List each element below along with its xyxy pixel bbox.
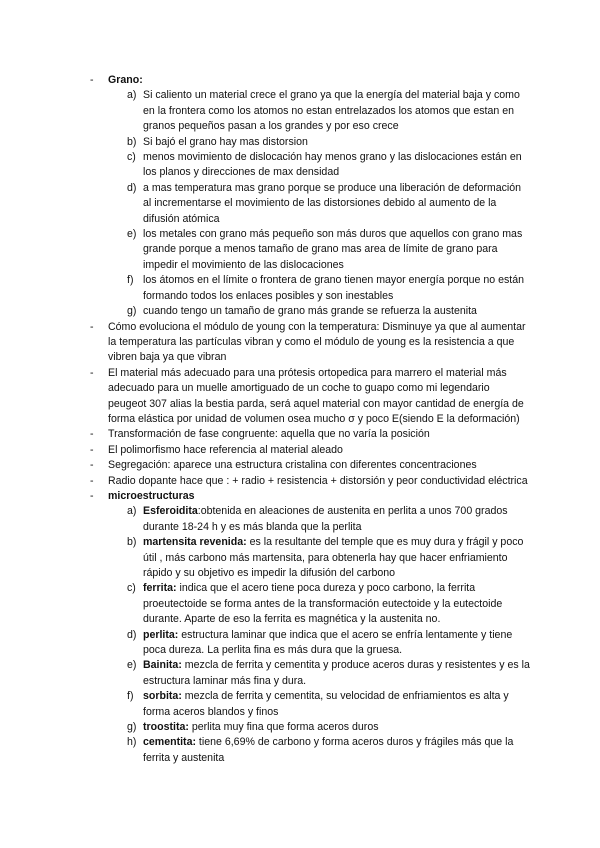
list-text: Si bajó el grano hay mas distorsion — [143, 135, 308, 148]
list-text: a mas temperatura mas grano porque se produce una liberación de deformación al incrementarse el movimiento de las distorsiones debido al aumento de la difusión atómica — [143, 181, 522, 225]
list-letter: d) — [127, 181, 137, 194]
list-text: cuando tengo un tamaño de grano más grande se refuerza la austenita — [143, 305, 477, 318]
list-text: es la resultante del temple que es muy dura y frágil y poco útil , más carbono más martensita, para obtenerla hay que hacer enfriamiento rápido y su objetivo es impedir la difusión del carbono — [143, 536, 524, 579]
list-letter: a) — [127, 89, 137, 102]
list-item — [90, 227, 530, 273]
bullet-text: Transformación de fase congruente: aquella que no varía la posición — [108, 428, 430, 441]
term: Esferoidita — [143, 505, 198, 518]
bullet-grano — [90, 73, 530, 88]
bullet-marker: - — [90, 443, 94, 456]
list-letter: g) — [127, 721, 137, 734]
list-letter: e) — [127, 228, 137, 241]
list-letter: g) — [127, 305, 137, 318]
list-item — [90, 150, 530, 181]
list-text: tiene 6,69% de carbono y forma aceros duros y frágiles más que la ferrita y austenita — [143, 736, 514, 764]
bullet-marker: - — [90, 320, 94, 333]
bullet-text: Cómo evoluciona el módulo de young con la temperatura: Disminuye ya que al aumentar la temperatura las partículas vibran y como el módulo de young es la resistencia a que vibren baja ya que vibran — [108, 320, 526, 364]
list-letter: f) — [127, 274, 134, 287]
term: sorbita: — [143, 690, 182, 703]
list-text: mezcla de ferrita y cementita y produce aceros duras y resistentes y es la estructura laminar más fina y dura. — [143, 659, 530, 687]
list-item — [90, 273, 530, 304]
list-item — [90, 304, 530, 319]
bullet-protesis — [90, 366, 530, 428]
bullet-fase-congruente — [90, 427, 530, 442]
bullet-segregacion — [90, 458, 530, 473]
section-heading-grano: Grano: — [108, 74, 143, 86]
list-letter: b) — [127, 536, 137, 549]
term: troostita: — [143, 721, 189, 734]
bullet-marker: - — [90, 428, 94, 441]
bullet-text: El polimorfismo hace referencia al material aleado — [108, 443, 343, 456]
list-item — [90, 689, 530, 720]
list-text: menos movimiento de dislocación hay menos grano y las dislocaciones están en los planos y direcciones de max densidad — [143, 151, 522, 179]
list-item — [90, 628, 530, 659]
bullet-marker: - — [90, 474, 94, 487]
list-letter: f) — [127, 690, 134, 703]
list-item — [90, 658, 530, 689]
term: cementita: — [143, 736, 196, 749]
list-item — [90, 88, 530, 134]
bullet-text: El material más adecuado para una prótesis ortopedica para marrero el material más adecuado para un muelle amortiguado de un coche to guapo como mi legendario peugeot 307 alias la bestia parda, será aquel material con mayor cantidad de energía de forma elástica por unidad de volumen osea mucho σ y poco E(siendo E la deformación) — [108, 366, 524, 425]
list-text: estructura laminar que indica que el acero se enfría lentamente y tiene poca dureza. La perlita fina es más dura que la gruesa. — [143, 628, 513, 657]
term: perlita: — [143, 628, 179, 641]
list-item — [90, 504, 530, 535]
list-letter: h) — [127, 736, 137, 749]
list-letter: c) — [127, 582, 136, 595]
list-item — [90, 581, 530, 627]
notes-content — [90, 73, 530, 766]
bullet-text: Radio dopante hace que : + radio + resistencia + distorsión y peor conductividad eléctrica — [108, 474, 528, 487]
list-text: los metales con grano más pequeño son más duros que aquellos con grano mas grande porque a menos tamaño de grano mas area de límite de grano para impedir el movimiento de las dislocaciones — [143, 228, 523, 271]
term: Bainita: — [143, 659, 182, 672]
list-letter: c) — [127, 151, 136, 164]
bullet-marker: - — [90, 74, 94, 86]
microestructuras-list — [90, 504, 530, 766]
bullet-microestructuras — [90, 489, 530, 504]
list-item — [90, 181, 530, 227]
list-item — [90, 720, 530, 735]
list-letter: e) — [127, 659, 137, 672]
list-text: indica que el acero tiene poca dureza y poco carbono, la ferrita proeutectoide se forma antes de la transformación eutectoide y la eutectoide durante. Aparte de eso la ferrita es magnética y la austenita no. — [143, 582, 503, 626]
list-letter: b) — [127, 135, 137, 148]
bullet-marker: - — [90, 366, 94, 379]
list-letter: d) — [127, 628, 137, 641]
list-text: perlita muy fina que forma aceros duros — [188, 721, 379, 734]
section-heading-microestructuras: microestructuras — [108, 489, 195, 502]
list-text: mezcla de ferrita y cementita, su velocidad de enfriamientos es alta y forma aceros blandos y finos — [143, 690, 509, 718]
bullet-marker: - — [90, 489, 94, 502]
list-letter: a) — [127, 505, 137, 518]
term: ferrita: — [143, 582, 177, 595]
list-text: :obtenida en aleaciones de austenita en perlita a unos 700 grados durante 18-24 h y es más blanda que la perlita — [143, 505, 508, 533]
list-item — [90, 735, 530, 766]
list-text: Si caliento un material crece el grano ya que la energía del material baja y como en la frontera como los atomos no estan entrelazados los atomos que estan en granos pequeños pasan a los grandes y por eso crece — [143, 89, 520, 133]
grano-list — [90, 88, 530, 319]
bullet-radio-dopante — [90, 474, 530, 489]
term: martensita revenida: — [143, 536, 247, 549]
list-text: los átomos en el límite o frontera de grano tienen mayor energía porque no están formando todos los enlaces posibles y son inestables — [143, 274, 525, 302]
list-item — [90, 535, 530, 581]
bullet-marker: - — [90, 459, 94, 472]
bullet-polimorfismo — [90, 443, 530, 458]
bullet-text: Segregación: aparece una estructura cristalina con diferentes concentraciones — [108, 459, 477, 472]
bullet-young — [90, 320, 530, 366]
list-item — [90, 135, 530, 150]
